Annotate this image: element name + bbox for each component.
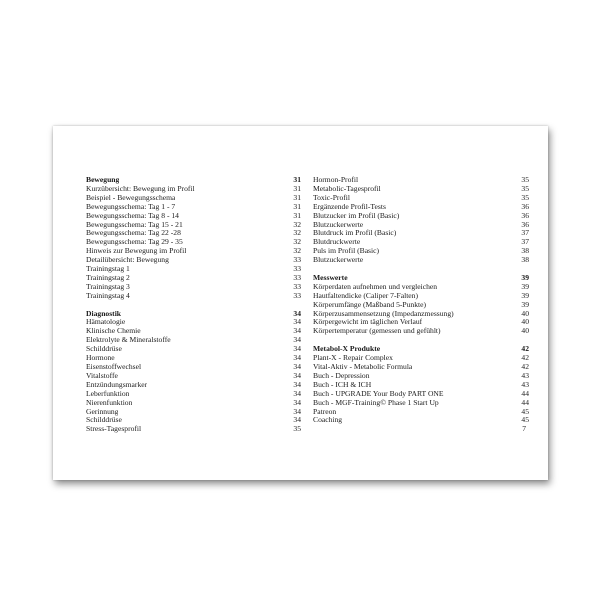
toc-entry-page: 34 <box>293 415 301 425</box>
toc-entry-title: Elektrolyte & Mineralstoffe <box>86 336 171 345</box>
toc-entry-title: Körperumfänge (Maßband 5-Punkte) <box>313 300 427 309</box>
toc-entry-page: 34 <box>293 326 301 336</box>
toc-entry[interactable] <box>86 194 301 203</box>
toc-entry-title: Gerinnung <box>86 407 119 416</box>
toc-entry[interactable] <box>313 176 529 185</box>
toc-entry-page: 39 <box>521 281 529 291</box>
toc-entry-page: 44 <box>521 388 529 398</box>
toc-entry[interactable] <box>313 247 529 256</box>
toc-entry-title: Trainingstag 4 <box>86 291 130 300</box>
toc-entry[interactable] <box>86 363 301 372</box>
toc-entry-title: Hormone <box>86 354 115 363</box>
toc-entry-title: Bewegungsschema: Tag 22 -28 <box>86 229 181 238</box>
toc-entry-page: 43 <box>521 379 529 389</box>
toc-entry-title: Vitalstoffe <box>86 371 118 380</box>
toc-entry-page: 34 <box>293 353 301 363</box>
toc-entry-title: Blutzucker im Profil (Basic) <box>313 211 400 220</box>
toc-entry-title: Buch - UPGRADE Your Body PART ONE <box>313 389 444 398</box>
toc-entry-page: 33 <box>293 281 301 291</box>
toc-entry-page: 32 <box>293 237 301 247</box>
toc-entry[interactable] <box>86 416 301 425</box>
toc-entry-page: 31 <box>293 175 301 184</box>
toc-entry[interactable] <box>86 256 301 265</box>
toc-entry-title: Plant-X - Repair Complex <box>313 354 393 363</box>
toc-entry-title: Buch - ICH & ICH <box>313 380 372 389</box>
toc-spacer <box>313 265 529 274</box>
toc-entry-title: Puls im Profil (Basic) <box>313 247 380 256</box>
toc-entry-page: 42 <box>521 344 529 354</box>
toc-entry[interactable] <box>313 185 529 194</box>
toc-entry-title: Blutzuckerwerte <box>313 220 364 229</box>
toc-entry[interactable] <box>86 212 301 221</box>
toc-entry[interactable] <box>86 345 301 354</box>
toc-entry[interactable] <box>313 408 529 417</box>
toc-entry[interactable] <box>86 274 301 283</box>
toc-entry-page: 39 <box>521 299 529 309</box>
toc-entry-page: 43 <box>521 370 529 380</box>
toc-entry[interactable] <box>86 336 301 345</box>
toc-entry-title: Trainingstag 1 <box>86 265 130 274</box>
toc-section-heading[interactable] <box>86 310 301 319</box>
toc-entry-title: Buch - MGF-Training© Phase 1 Start Up <box>313 398 439 407</box>
toc-entry-page: 37 <box>521 237 529 247</box>
toc-entry-title: Patreon <box>313 407 337 416</box>
toc-entry-title: Hautfaltendicke (Caliper 7-Falten) <box>313 291 419 300</box>
toc-entry-title: Körperdaten aufnehmen und vergleichen <box>313 282 438 291</box>
toc-entry[interactable] <box>86 425 301 434</box>
toc-entry[interactable] <box>86 318 301 327</box>
toc-entry[interactable] <box>313 238 529 247</box>
toc-entry-page: 34 <box>293 379 301 389</box>
toc-entry-title: Blutdruck im Profil (Basic) <box>313 229 397 238</box>
toc-entry-title: Detailübersicht: Bewegung <box>86 256 169 265</box>
toc-entry[interactable] <box>86 292 301 301</box>
toc-entry-title: Stress-Tagesprofil <box>86 425 142 434</box>
toc-entry[interactable] <box>313 416 529 425</box>
toc-entry-title: Entzündungsmarker <box>86 380 148 389</box>
toc-entry[interactable] <box>86 354 301 363</box>
toc-entry-page: 32 <box>293 219 301 229</box>
toc-entry-title: Bewegungsschema: Tag 1 - 7 <box>86 202 176 211</box>
toc-entry-title: Bewegung <box>86 176 120 184</box>
toc-entry[interactable] <box>313 203 529 212</box>
book-page <box>53 126 548 480</box>
toc-entry-title: Hinweis zur Bewegung im Profil <box>86 247 187 256</box>
toc-entry[interactable] <box>313 221 529 230</box>
toc-entry-page: 34 <box>293 335 301 345</box>
toc-entry[interactable] <box>313 318 529 327</box>
toc-entry-title: Beispiel - Bewegungsschema <box>86 193 176 202</box>
toc-entry[interactable] <box>86 399 301 408</box>
toc-entry-page: 33 <box>293 272 301 282</box>
toc-entry[interactable] <box>313 399 529 408</box>
toc-entry-title: Nierenfunktion <box>86 398 133 407</box>
toc-entry-title: Hormon-Profil <box>313 176 359 184</box>
toc-entry-page: 34 <box>293 370 301 380</box>
toc-entry-title: Diagnostik <box>86 309 122 318</box>
toc-entry-title: Trainingstag 3 <box>86 282 130 291</box>
toc-entry-page: 35 <box>521 175 529 184</box>
toc-entry-page: 40 <box>521 326 529 336</box>
toc-entry[interactable] <box>313 310 529 319</box>
toc-entry-page: 36 <box>521 210 529 220</box>
toc-entry-title: Klinische Chemie <box>86 327 141 336</box>
toc-entry[interactable] <box>313 212 529 221</box>
toc-entry-title: Schilddrüse <box>86 345 122 354</box>
toc-entry-title: Toxic-Profil <box>313 193 351 202</box>
toc-entry-page: 45 <box>521 415 529 425</box>
toc-entry-title: Coaching <box>313 416 343 425</box>
toc-entry-title: Blutdruckwerte <box>313 238 361 247</box>
toc-entry-page: 34 <box>293 344 301 354</box>
toc-entry-page: 35 <box>521 192 529 202</box>
toc-entry-page: 31 <box>293 183 301 193</box>
toc-entry[interactable] <box>86 390 301 399</box>
toc-entry[interactable] <box>313 292 529 301</box>
toc-entry-title: Hämatologie <box>86 318 126 327</box>
toc-entry-page: 33 <box>293 290 301 300</box>
toc-entry[interactable] <box>86 229 301 238</box>
toc-section-heading[interactable] <box>313 274 529 283</box>
toc-entry-title: Körpergewicht im täglichen Verlauf <box>313 318 423 327</box>
toc-entry-title: Buch - Depression <box>313 371 370 380</box>
toc-entry[interactable] <box>313 363 529 372</box>
toc-entry-page: 33 <box>293 255 301 265</box>
toc-entry[interactable] <box>313 354 529 363</box>
toc-entry[interactable] <box>86 221 301 230</box>
toc-entry-title: Ergänzende Profil-Tests <box>313 202 386 211</box>
toc-entry-title: Metabol-X Produkte <box>313 345 381 354</box>
toc-entry[interactable] <box>313 301 529 310</box>
toc-entry-page: 36 <box>521 201 529 211</box>
toc-entry-page: 40 <box>521 317 529 327</box>
toc-entry-page: 31 <box>293 192 301 202</box>
toc-spacer <box>86 301 301 310</box>
toc-spacer <box>313 336 529 345</box>
toc-entry-title: Schilddrüse <box>86 416 122 425</box>
toc-entry-page: 32 <box>293 246 301 256</box>
toc-entry-title: Eisenstoffwechsel <box>86 363 142 372</box>
toc-entry-title: Körperzusammensetzung (Impedanzmessung) <box>313 309 454 318</box>
toc-left-column <box>86 176 301 434</box>
toc-entry-page: 35 <box>521 183 529 193</box>
toc-entry-page: 34 <box>293 317 301 327</box>
toc-entry-title: Bewegungsschema: Tag 15 - 21 <box>86 220 183 229</box>
toc-entry-page: 34 <box>293 362 301 372</box>
toc-entry[interactable] <box>313 283 529 292</box>
toc-entry[interactable] <box>313 390 529 399</box>
toc-entry-page: 38 <box>521 246 529 256</box>
toc-entry-page: 40 <box>521 308 529 318</box>
toc-entry-page: 45 <box>521 406 529 416</box>
toc-entry-title: Vital-Aktiv - Metabolic Formula <box>313 363 413 371</box>
toc-entry[interactable] <box>86 247 301 256</box>
toc-entry-page: 42 <box>521 362 529 371</box>
toc-entry[interactable] <box>86 381 301 390</box>
toc-entry-page: 39 <box>521 290 529 300</box>
toc-entry-page: 34 <box>293 308 301 318</box>
toc-entry-title: Blutzuckerwerte <box>313 256 364 265</box>
toc-entry-page: 44 <box>521 397 529 407</box>
toc-entry-page: 42 <box>521 353 529 363</box>
toc-entry[interactable] <box>313 327 529 336</box>
toc-entry[interactable] <box>86 203 301 212</box>
toc-entry[interactable] <box>86 185 301 194</box>
toc-section-heading[interactable] <box>313 345 529 354</box>
toc-entry-title: Bewegungsschema: Tag 29 - 35 <box>86 238 183 247</box>
toc-entry-page: 31 <box>293 201 301 211</box>
toc-entry-page: 31 <box>293 210 301 220</box>
toc-entry[interactable] <box>86 408 301 417</box>
toc-entry[interactable] <box>86 265 301 274</box>
toc-entry[interactable] <box>313 194 529 203</box>
toc-entry[interactable] <box>313 372 529 381</box>
toc-entry-title: Leberfunktion <box>86 389 130 398</box>
toc-entry-page: 38 <box>521 255 529 265</box>
toc-entry[interactable] <box>86 238 301 247</box>
toc-right-column <box>313 176 529 425</box>
toc-entry-page: 32 <box>293 228 301 238</box>
toc-entry-title: Messwerte <box>313 273 348 282</box>
toc-entry-page: 36 <box>521 219 529 229</box>
toc-entry[interactable] <box>313 229 529 238</box>
toc-entry[interactable] <box>86 372 301 381</box>
toc-entry-page: 34 <box>293 388 301 398</box>
toc-entry-page: 34 <box>293 397 301 407</box>
toc-entry-page: 37 <box>521 228 529 238</box>
toc-entry-title: Trainingstag 2 <box>86 273 130 282</box>
toc-entry-title: Kurzübersicht: Bewegung im Profil <box>86 184 195 193</box>
toc-entry[interactable] <box>313 381 529 390</box>
toc-entry[interactable] <box>86 327 301 336</box>
toc-section-heading[interactable] <box>86 176 301 185</box>
toc-entry-title: Körpertemperatur (gemessen und gefühlt) <box>313 327 441 336</box>
toc-entry-page: 33 <box>293 264 301 274</box>
toc-entry-title: Bewegungsschema: Tag 8 - 14 <box>86 211 179 220</box>
toc-entry-title: Metabolic-Tagesprofil <box>313 184 381 193</box>
toc-entry[interactable] <box>86 283 301 292</box>
toc-entry-page: 34 <box>293 406 301 416</box>
toc-entry-page: 35 <box>293 424 301 434</box>
toc-entry-page: 39 <box>521 272 529 282</box>
toc-entry[interactable] <box>313 256 529 265</box>
page-number: 7 <box>522 424 526 433</box>
